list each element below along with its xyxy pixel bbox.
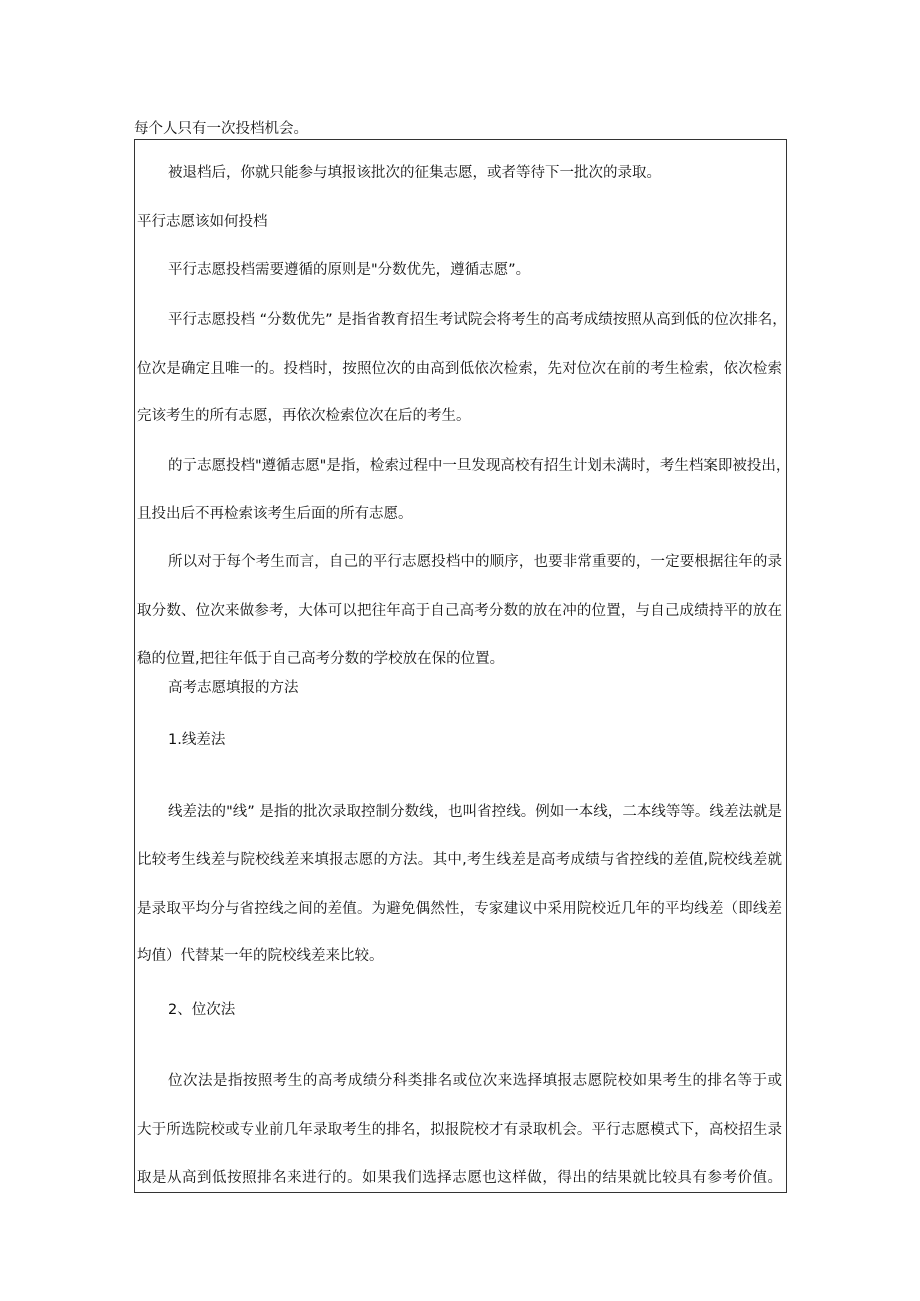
paragraph-follow-voluntary-line: 且投出后不再检索该考生后面的所有志愿。 xyxy=(137,506,413,522)
method-2-line: 取是从高到低按照排名来进行的。如果我们选择志愿也这样做，得出的结果就比较具有参考价值。 xyxy=(137,1170,782,1186)
paragraph-order-line: 稳的位置,把往年低于自己高考分数的学校放在保的位置。 xyxy=(137,651,505,667)
paragraph-order-line: 取分数、位次来做参考，大体可以把往年高于自己高考分数的放在冲的位置，与自己成绩持平的放在 xyxy=(137,603,782,619)
method-2-title: 2、位次法 xyxy=(168,1002,236,1018)
paragraph-order-line: 所以对于每个考生而言，自己的平行志愿投档中的顺序，也要非常重要的，一定要根据往年的录 xyxy=(168,554,782,570)
heading-methods: 高考志愿填报的方法 xyxy=(168,680,299,696)
method-2-line: 位次法是指按照考生的高考成绩分科类排名或位次来选择填报志愿院校如果考生的排名等于或 xyxy=(168,1073,782,1089)
paragraph-score-priority-line: 位次是确定且唯一的。投档时，按照位次的由高到低依次检索，先对位次在前的考生检索，依次检索 xyxy=(137,361,782,377)
paragraph-follow-voluntary-line: 的亍志愿投档"遵循志愿"是指，检索过程中一旦发现高校有招生计划未满时，考生档案即被投出， xyxy=(168,458,791,474)
heading-parallel-voluntary: 平行志愿该如何投档 xyxy=(137,214,268,230)
method-1-line: 是录取平均分与省控线之间的差值。为避免偶然性，专家建议中采用院校近几年的平均线差（即线差 xyxy=(137,901,782,917)
method-1-title: 1.线差法 xyxy=(168,732,226,748)
intro-line: 每个人只有一次投档机会。 xyxy=(134,121,308,137)
method-2-line: 大于所选院校或专业前几年录取考生的排名，拟报院校才有录取机会。平行志愿模式下，高校招生录 xyxy=(137,1122,782,1138)
paragraph-withdrawal: 被退档后，你就只能参与填报该批次的征集志愿，或者等待下一批次的录取。 xyxy=(168,165,661,181)
method-1-line: 均值）代替某一年的院校线差来比较。 xyxy=(137,948,384,964)
paragraph-principle: 平行志愿投档需要遵循的原则是"分数优先，遵循志愿”。 xyxy=(168,262,531,278)
method-1-line: 比较考生线差与院校线差来填报志愿的方法。其中,考生线差是高考成绩与省控线的差值,院校线差就 xyxy=(137,852,782,868)
paragraph-score-priority-line: 平行志愿投档 “分数优先” 是指省教育招生考试院会将考生的高考成绩按照从高到低的位次排名， xyxy=(168,312,787,328)
paragraph-score-priority-line: 完该考生的所有志愿，再依次检索位次在后的考生。 xyxy=(137,408,471,424)
method-1-line: 线差法的"线” 是指的批次录取控制分数线，也叫省控线。例如一本线，二本线等等。线差法就是 xyxy=(168,804,782,820)
